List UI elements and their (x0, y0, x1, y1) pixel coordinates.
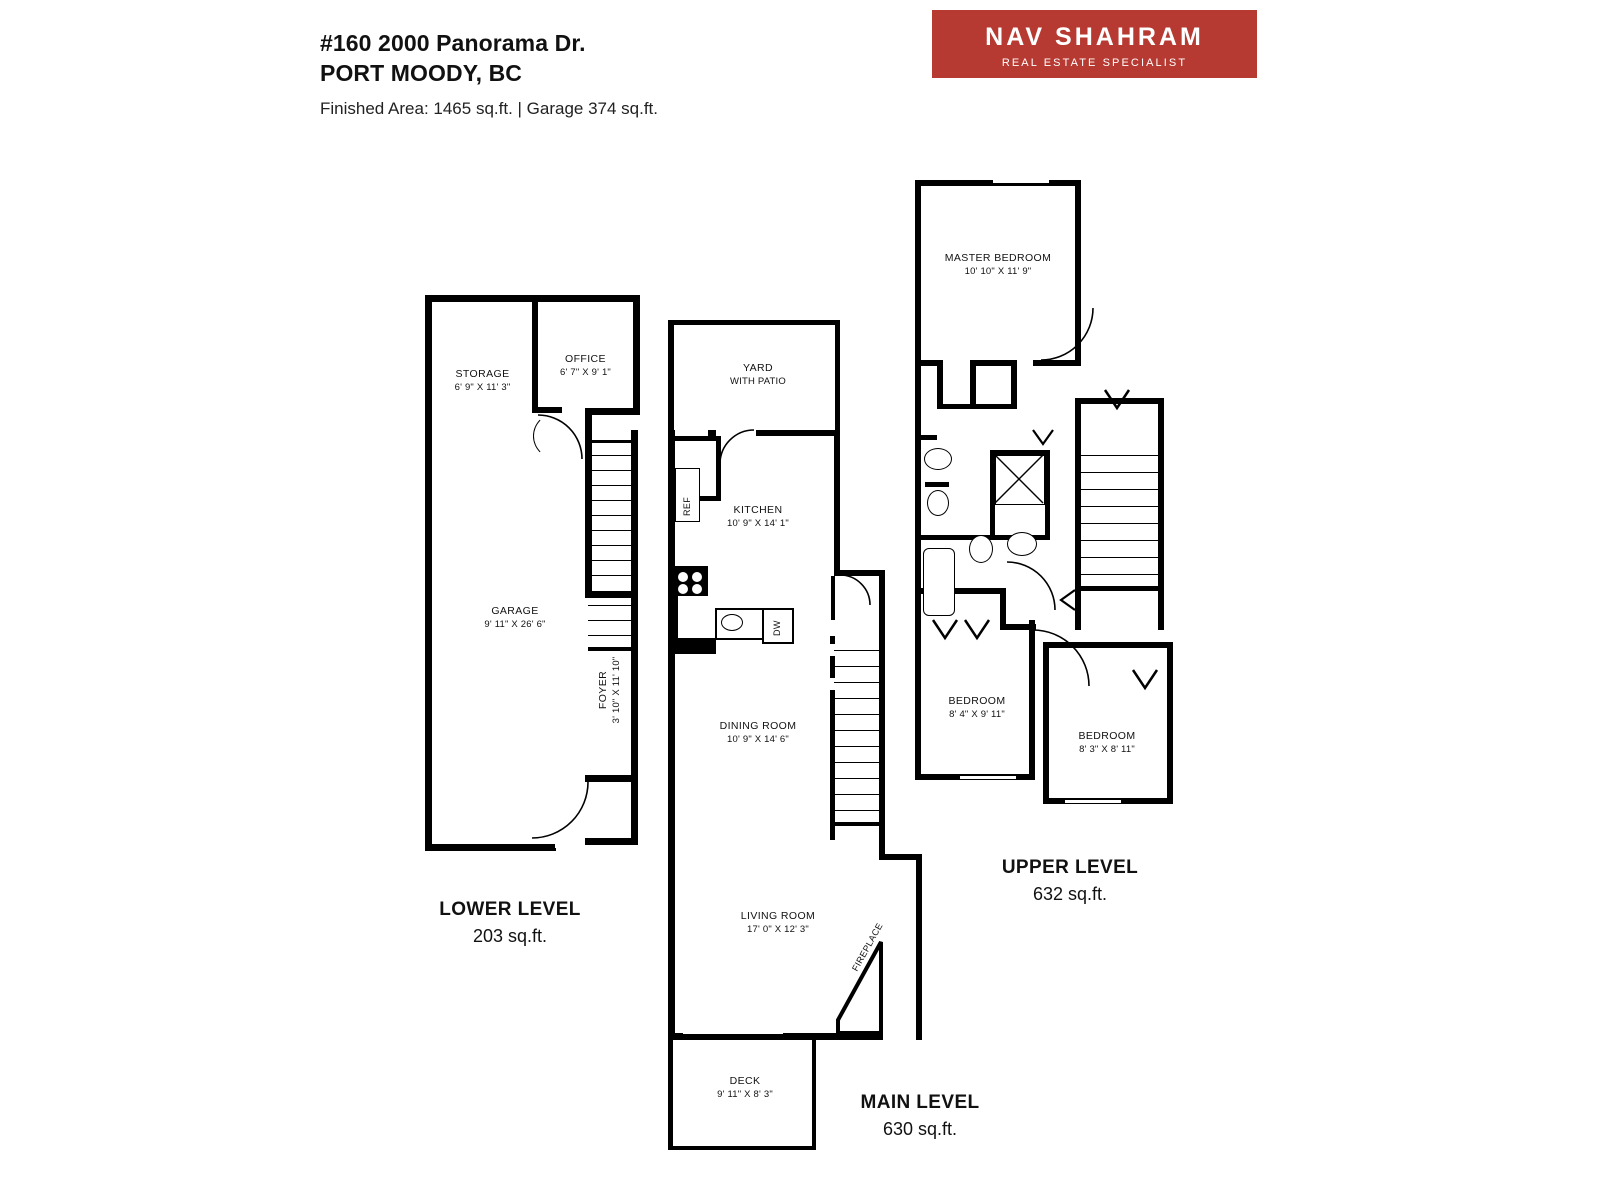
room-label-kitchen: KITCHEN 10' 9" X 14' 1" (727, 504, 789, 529)
title-block (320, 28, 920, 124)
room-label-office: OFFICE 6' 7" X 9' 1" (560, 353, 611, 378)
wall (683, 1029, 783, 1034)
dishwasher-label: DW (772, 620, 782, 636)
room-label-foyer: FOYER 3' 10" X 11' 10" (597, 656, 622, 724)
wall (668, 1033, 673, 1150)
window (1065, 800, 1121, 803)
upper-level-plan (915, 180, 1185, 810)
window (993, 180, 1049, 183)
refrigerator-label: REF (682, 496, 692, 516)
room-label-yard: YARD WITH PATIO (729, 362, 786, 387)
room-label-deck: DECK 9' 11" X 8' 3" (717, 1075, 773, 1100)
brand-name: NAV SHAHRAM (985, 23, 1204, 51)
room-label-storage: STORAGE 6' 9" X 11' 3" (454, 368, 511, 393)
room-label-bedroom-2: BEDROOM 8' 4" X 9' 11" (948, 695, 1006, 720)
upper-level-caption: UPPER LEVEL 632 sq.ft. (1001, 857, 1139, 904)
brand-logo (932, 10, 1257, 78)
main-level-caption: MAIN LEVEL 630 sq.ft. (860, 1092, 980, 1139)
lower-level-plan (425, 295, 655, 860)
room-label-bedroom-3: BEDROOM 8' 3" X 8' 11" (1078, 730, 1136, 755)
room-label-garage: GARAGE 9' 11" X 26' 6" (484, 605, 546, 630)
finished-area-line: Finished Area: 1465 sq.ft. | Garage 374 sq.ft. (320, 99, 659, 118)
window (960, 776, 1016, 779)
garage-door (438, 848, 556, 851)
fireplace-label: FIREPLACE (850, 921, 885, 973)
brand-subtitle: REAL ESTATE SPECIALIST (1001, 57, 1188, 69)
lower-level-caption: LOWER LEVEL 203 sq.ft. (439, 899, 581, 946)
main-level-plan (668, 320, 928, 1150)
room-label-master-bedroom: MASTER BEDROOM 10' 10" X 11' 9" (944, 252, 1052, 277)
address-line-2: PORT MOODY, BC (320, 60, 523, 86)
wall (668, 1146, 816, 1150)
address-line-1: #160 2000 Panorama Dr. (320, 30, 586, 56)
room-label-living: LIVING ROOM 17' 0" X 12' 3" (740, 910, 816, 935)
room-label-dining: DINING ROOM 10' 9" X 14' 6" (719, 720, 797, 745)
